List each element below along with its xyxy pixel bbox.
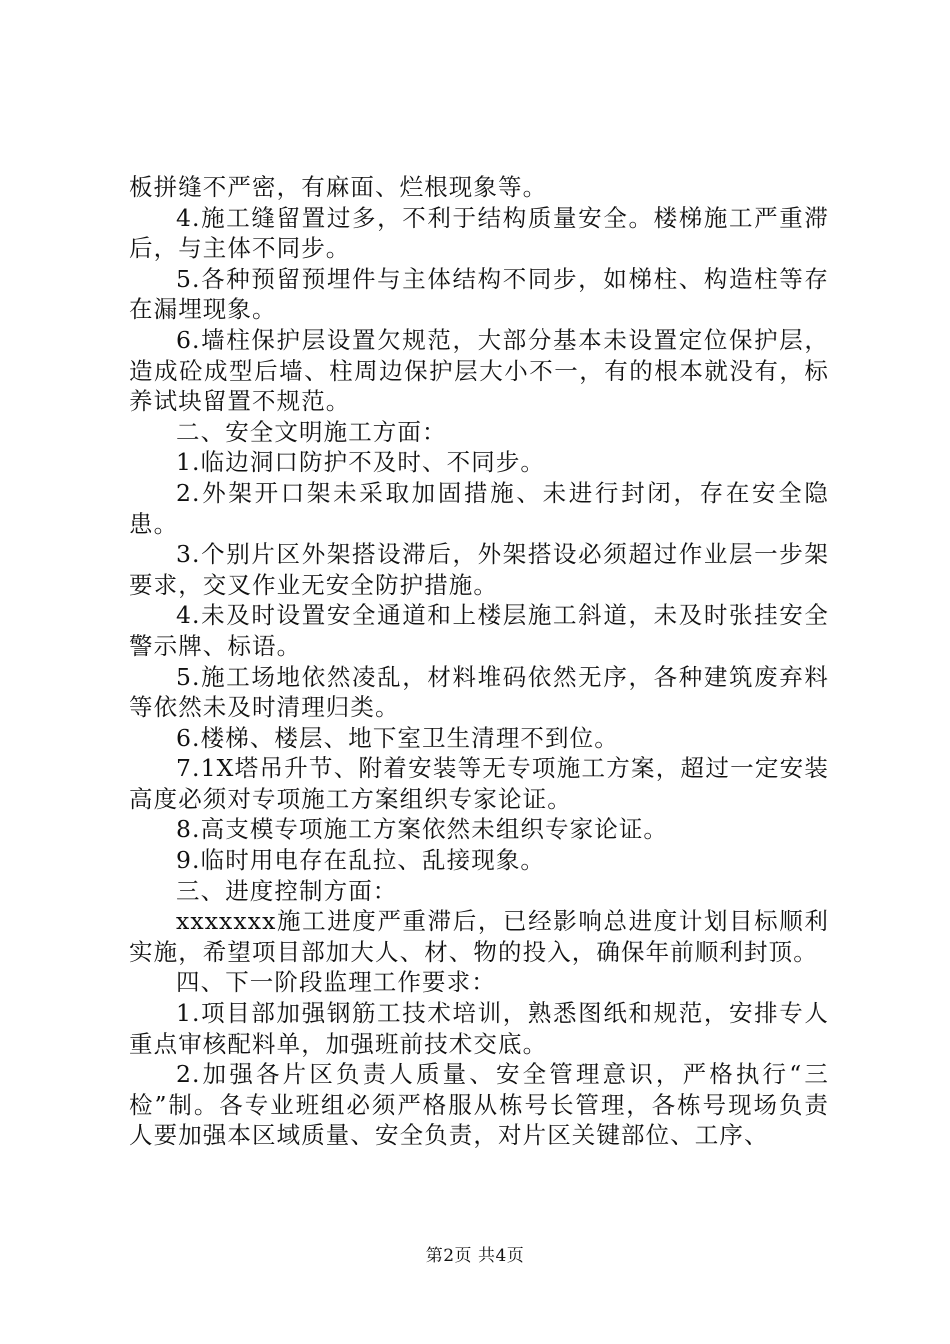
paragraph-13: 9.临时用电存在乱拉、乱接现象。: [176, 846, 546, 875]
paragraph-0: 板拼缝不严密，有麻面、烂根现象等。: [129, 173, 548, 201]
paragraph-7: 3.个别片区外架搭设滞后，外架搭设必须超过作业层一步架要求，交叉作业无安全防护措施。: [129, 540, 829, 599]
paragraph-10: 6.楼梯、楼层、地下室卫生清理不到位。: [176, 723, 619, 752]
paragraph-6: 2.外架开口架未采取加固措施、未进行封闭，存在安全隐患。: [129, 478, 829, 538]
paragraph-9: 5.施工场地依然凌乱，材料堆码依然无序，各种建筑废弃料等依然未及时清理归类。: [129, 662, 829, 722]
paragraph-18: 2.加强各片区负责人质量、安全管理意识，严格执行“三检”制。各专业班组必须严格服从栋号长管理，各栋号现场负责人要加强本区域质量、安全负责，对片区关键部位、工序、: [129, 1060, 829, 1150]
document-body: [129, 172, 829, 1151]
section-heading-next-stage: 四、下一阶段监理工作要求：: [176, 968, 496, 997]
paragraph-11: 7.1X塔吊升节、附着安装等无专项施工方案，超过一定安装高度必须对专项施工方案组织专家论证。: [129, 754, 829, 813]
paragraph-2: 5.各种预留预埋件与主体结构不同步，如梯柱、构造柱等存在漏埋现象。: [129, 264, 829, 324]
paragraph-3: 6.墙柱保护层设置欠规范，大部分基本未设置定位保护层，造成砼成型后墙、柱周边保护层大小不一，有的根本就没有，标养试块留置不规范。: [129, 325, 829, 416]
paragraph-12: 8.高支模专项施工方案依然未组织专家论证。: [176, 815, 669, 844]
paragraph-5: 1.临边洞口防护不及时、不同步。: [176, 448, 546, 477]
page-footer: 第2页 共4页: [425, 1246, 525, 1266]
section-heading-progress: 三、进度控制方面：: [176, 876, 398, 905]
paragraph-1: 4.施工缝留置过多，不利于结构质量安全。楼梯施工严重滞后，与主体不同步。: [129, 203, 829, 263]
paragraph-17: 1.项目部加强钢筋工技术培训，熟悉图纸和规范，安排专人重点审核配料单，加强班前技术交底。: [129, 999, 829, 1058]
section-heading-safety: 二、安全文明施工方面：: [176, 417, 447, 446]
paragraph-8: 4.未及时设置安全通道和上楼层施工斜道，未及时张挂安全警示牌、标语。: [129, 601, 829, 660]
paragraph-15: xxxxxxx施工进度严重滞后，已经影响总进度计划目标顺利实施，希望项目部加大人、材、物的投入，确保年前顺利封顶。: [129, 907, 829, 966]
